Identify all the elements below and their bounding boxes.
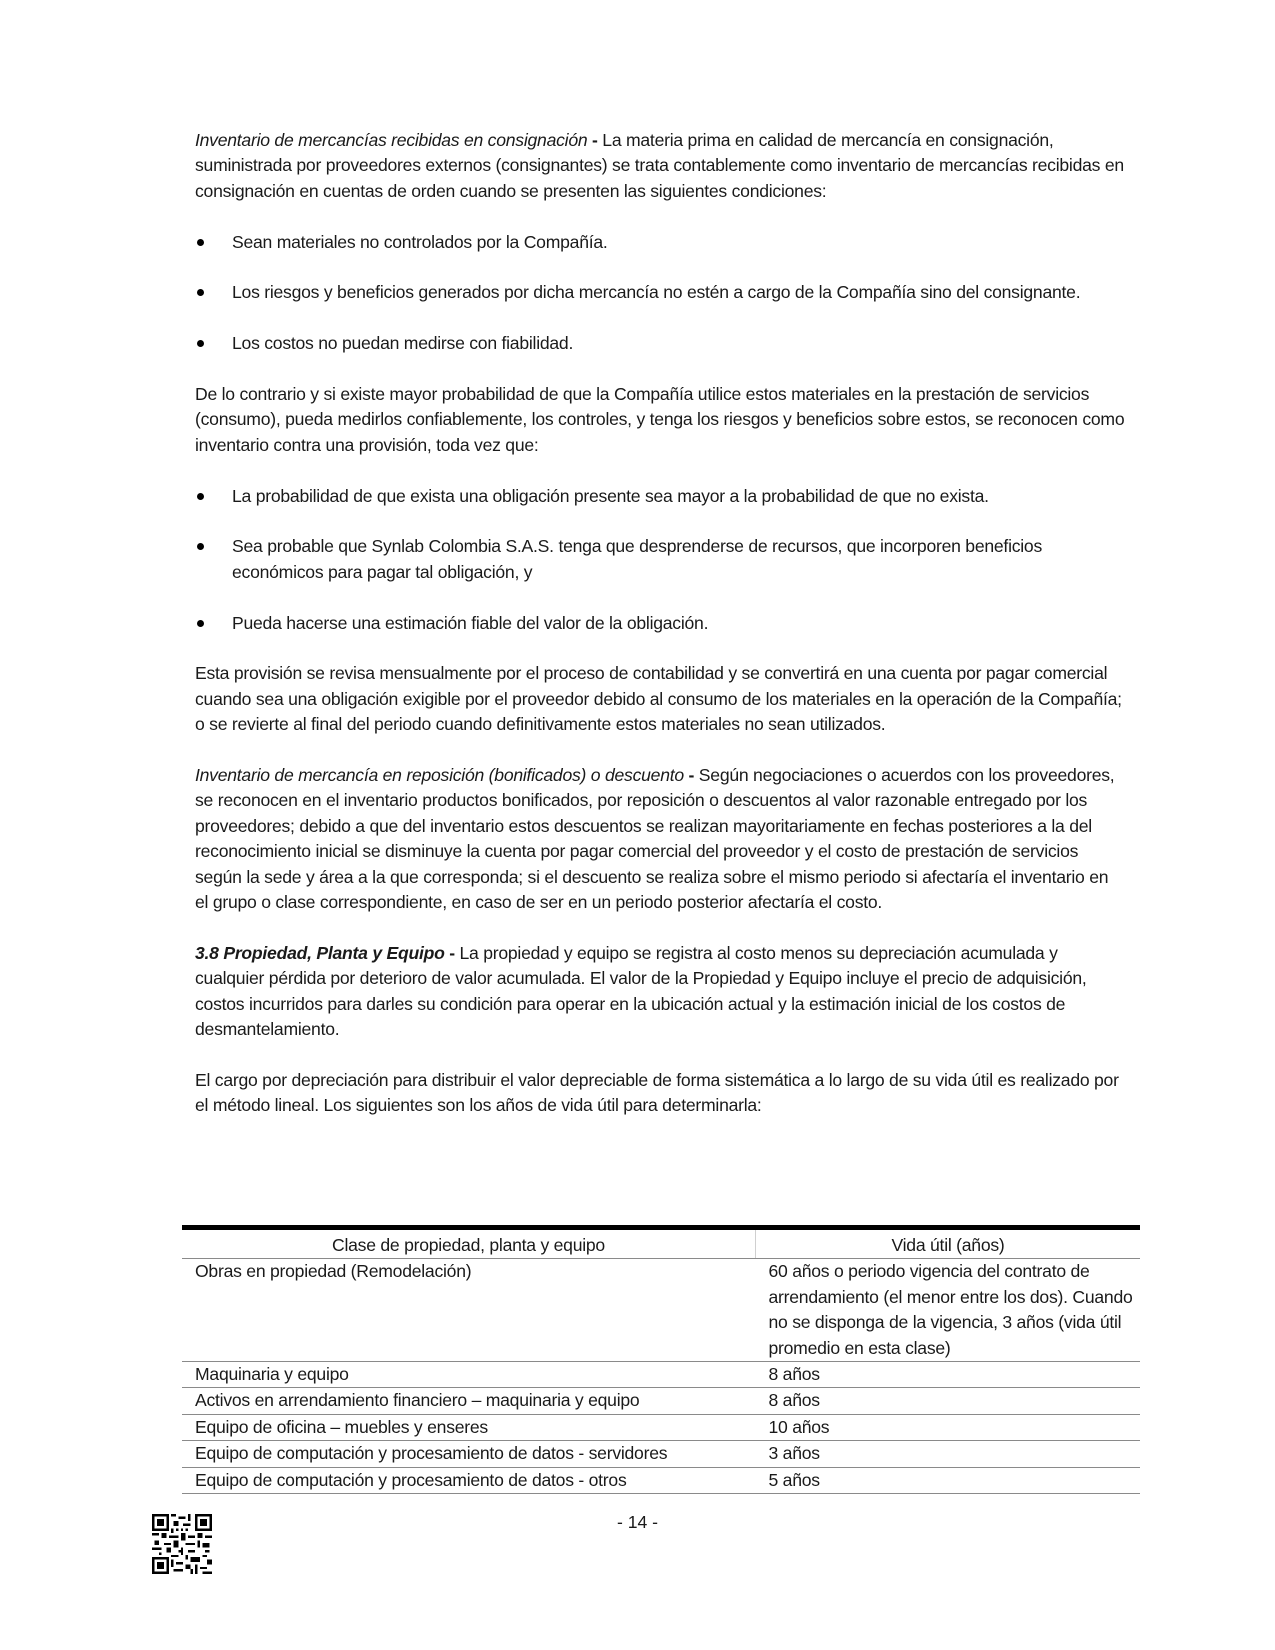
list-item: Los costos no puedan medirse con fiabilidad.	[195, 331, 1125, 356]
list-item: Pueda hacerse una estimación fiable del valor de la obligación.	[195, 611, 1125, 636]
column-header-useful-life: Vida útil (años)	[756, 1228, 1141, 1259]
paragraph-title: Inventario de mercancías recibidas en consignación	[195, 130, 588, 150]
bullet-icon	[197, 340, 204, 347]
bullet-icon	[197, 543, 204, 550]
section-heading: 3.8 Propiedad, Planta y Equipo	[195, 942, 445, 963]
paragraph-consignment: Inventario de mercancías recibidas en consignación - La materia prima en calidad de mercancía en consignación, suministrada por proveedores externos (consignantes) se trata contablemente como inventario de mercancías recibidas en consignación en cuentas de orden cuando se presenten las siguientes condiciones:	[195, 130, 1124, 201]
list-item: Sea probable que Synlab Colombia S.A.S. tenga que desprenderse de recursos, que incorporen beneficios económicos para pagar tal obligación, y	[195, 534, 1125, 585]
useful-life-table	[182, 1225, 1140, 1494]
table-row: Obras en propiedad (Remodelación) 60 años o periodo vigencia del contrato de arrendamiento (el menor entre los dos). Cuando no se disponga de la vigencia, 3 años (vida útil promedio en esta clase)	[182, 1259, 1140, 1362]
table-row: Activos en arrendamiento financiero – maquinaria y equipo 8 años	[182, 1388, 1140, 1414]
list-item: La probabilidad de que exista una obligación presente sea mayor a la probabilidad de que no exista.	[195, 484, 1125, 509]
table-row: Maquinaria y equipo 8 años	[182, 1362, 1140, 1388]
list-item: Los riesgos y beneficios generados por dicha mercancía no estén a cargo de la Compañía sino del consignante.	[195, 280, 1125, 305]
section-3-8: 3.8 Propiedad, Planta y Equipo - La propiedad y equipo se registra al costo menos su depreciación acumulada y cualquier pérdida por deterioro de valor acumulada. El valor de la Propiedad y Equipo incluye el precio de adquisición, costos incurridos para darles su condición para operar en la ubicación actual y la estimación inicial de los costos de desmantelamiento.	[195, 942, 1087, 1040]
paragraph-depreciation: El cargo por depreciación para distribuir el valor depreciable de forma sistemática a lo largo de su vida útil es realizado por el método lineal. Los siguientes son los años de vida útil para determinarla:	[195, 1069, 1119, 1116]
bullet-icon	[197, 289, 204, 296]
bullet-icon	[197, 239, 204, 246]
column-header-class: Clase de propiedad, planta y equipo	[182, 1228, 756, 1259]
list-item: Sean materiales no controlados por la Compañía.	[195, 230, 1125, 255]
bullet-icon	[197, 620, 204, 627]
bullet-icon	[197, 493, 204, 500]
paragraph-title: Inventario de mercancía en reposición (bonificados) o descuento	[195, 765, 684, 786]
table-row: Equipo de computación y procesamiento de datos - servidores 3 años	[182, 1441, 1140, 1467]
provision-list	[195, 484, 1125, 636]
paragraph-provision-intro: De lo contrario y si existe mayor probabilidad de que la Compañía utilice estos materiales en la prestación de servicios (consumo), pueda medirlos confiablemente, los controles, y tenga los riesgos y beneficios sobre estos, se reconocen como inventario contra una provisión, toda vez que:	[195, 384, 1125, 455]
paragraph-provision-review: Esta provisión se revisa mensualmente por el proceso de contabilidad y se convertirá en una cuenta por pagar comercial cuando sea una obligación exigible por el proveedor debido al consumo de los materiales en la operación de la Compañía; o se revierte al final del periodo cuando definitivamente estos materiales no sean utilizados.	[195, 663, 1122, 735]
conditions-list	[195, 230, 1125, 357]
paragraph-bonus-inventory: Inventario de mercancía en reposición (bonificados) o descuento - Según negociaciones o acuerdos con los proveedores, se reconocen en el inventario productos bonificados, por reposición o descuentos al valor razonable entregado por los proveedores; debido a que del inventario estos descuentos se realizan mayoritariamente en fechas posteriores a la del reconocimiento inicial se disminuye la cuenta por pagar comercial del proveedor y el costo de prestación de servicios según la sede y área a la que corresponda; si el descuento se realiza sobre el mismo periodo si afectaría el inventario en el grupo o clase correspondiente, en caso de ser en un periodo posterior afectaría el costo.	[195, 765, 1115, 913]
document-body	[195, 128, 1125, 1144]
table-row: Equipo de oficina – muebles y enseres 10 años	[182, 1414, 1140, 1440]
table-header-row	[182, 1228, 1140, 1259]
page-number: - 14 -	[616, 1512, 659, 1532]
table-row: Equipo de computación y procesamiento de datos - otros 5 años	[182, 1467, 1140, 1493]
